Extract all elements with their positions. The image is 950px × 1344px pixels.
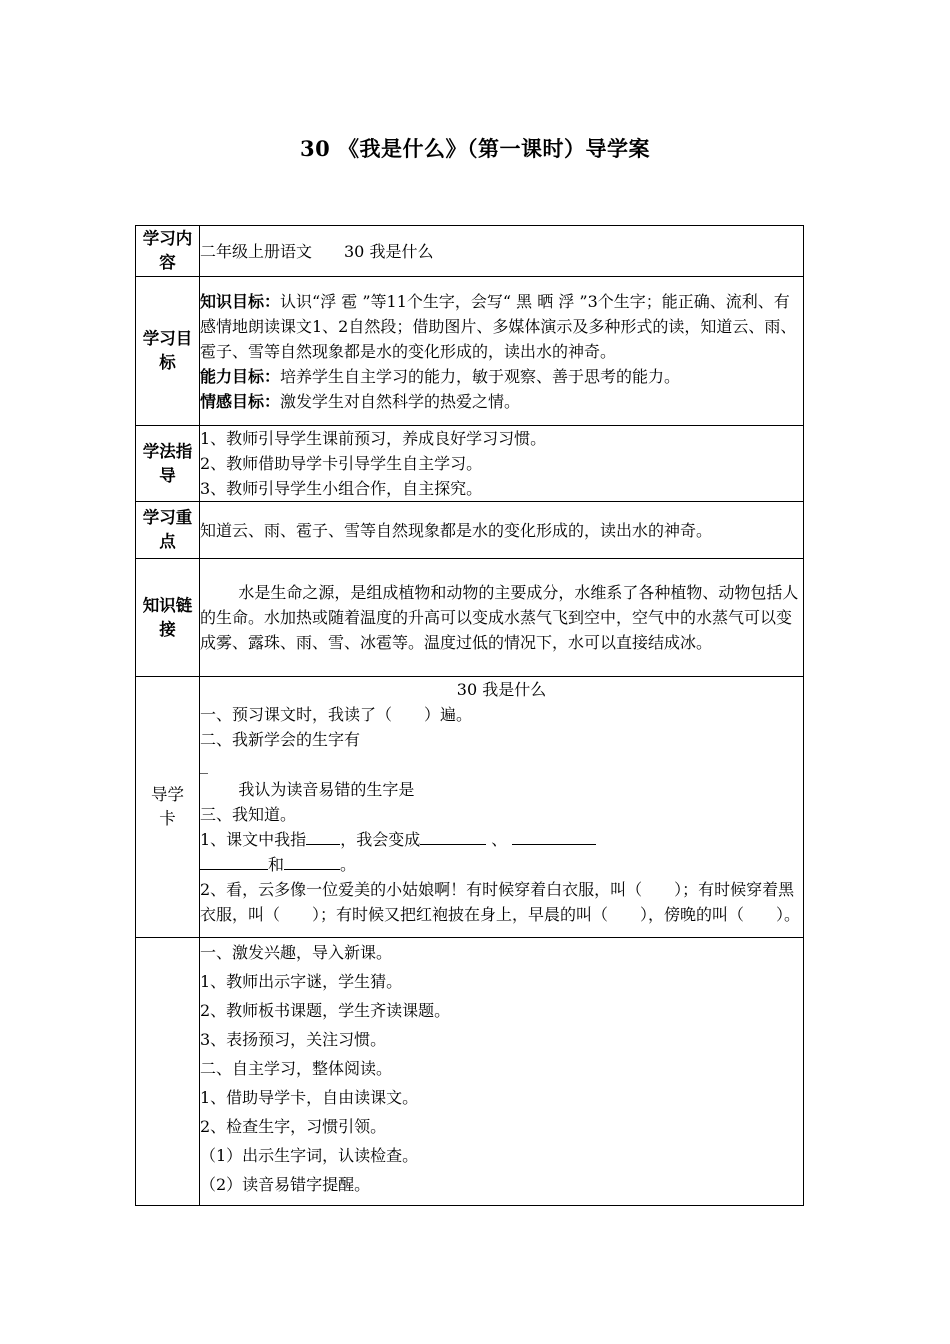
guide-card-line: 三、我知道。 (200, 805, 297, 824)
fill-text: 1、课文中我指 (200, 830, 307, 849)
fill-blank[interactable] (200, 853, 268, 870)
row-study-goals (136, 277, 804, 426)
knowledge-goal-label: 知识目标： (200, 291, 281, 311)
label-study-method: 学法指导 (136, 426, 200, 502)
guide-card-label: 导学卡 (151, 785, 184, 828)
study-goals-cell (200, 277, 804, 426)
process-item: 二、自主学习，整体阅读。 (200, 1059, 393, 1078)
label-study-content: 学习内容 (136, 226, 200, 277)
label-guide-card (136, 677, 200, 938)
guide-card-line: _ (200, 755, 208, 774)
ability-goal-text: 培养学生自主学习的能力，敏于观察、善于思考的能力。 (280, 366, 681, 386)
row-knowledge-link (136, 559, 804, 677)
fill-blank[interactable] (306, 828, 340, 845)
process-item: （2）读音易错字提醒。 (200, 1175, 371, 1194)
fill-text: 和 (268, 855, 285, 874)
method-item: 1、教师引导学生课前预习，养成良好学习习惯。 (200, 429, 547, 448)
knowledge-link-cell (200, 559, 804, 677)
process-item: 一、激发兴趣，导入新课。 (200, 943, 393, 962)
fill-text: 、 (491, 830, 508, 849)
guide-card-fill-line (200, 852, 803, 877)
study-content-text: 二年级上册语文 30 我是什么 (200, 226, 804, 277)
process-item: （1）出示生字词，认读检查。 (200, 1146, 419, 1165)
row-teaching-process (136, 938, 804, 1206)
fill-text: ，我会变成 (340, 830, 421, 849)
row-study-focus (136, 502, 804, 559)
method-item: 2、教师借助导学卡引导学生自主学习。 (200, 454, 483, 473)
row-study-content (136, 226, 804, 277)
teaching-process-cell (200, 938, 804, 1206)
guide-card-line: 2、看，云多像一位爱美的小姑娘啊！有时候穿着白衣服，叫（ ）；有时候穿着黑衣服，叫（ ）；有时候又把红袍披在身上，早晨的叫（ ），傍晚的叫（ ）。 (200, 880, 801, 924)
process-item: 2、检查生字，习惯引领。 (200, 1117, 387, 1136)
page-title: 30 《我是什么》（第一课时）导学案 (299, 136, 651, 161)
guide-card-cell (200, 677, 804, 938)
study-focus-text: 知道云、雨、雹子、雪等自然现象都是水的变化形成的，读出水的神奇。 (200, 502, 804, 559)
process-item: 1、借助导学卡，自由读课文。 (200, 1088, 419, 1107)
knowledge-link-text: 水是生命之源，是组成植物和动物的主要成分，水维系了各种植物、动物包括人的生命。水加热或随着温度的升高可以变成水蒸气飞到空中，空气中的水蒸气可以变成雾、露珠、雨、雪、冰雹等。温度过低的情况下，水可以直接结成冰。 (200, 583, 799, 652)
study-method-cell (200, 426, 804, 502)
label-knowledge-link: 知识链接 (136, 559, 200, 677)
process-item: 1、教师出示字谜，学生猜。 (200, 972, 403, 991)
fill-blank[interactable] (284, 853, 340, 870)
knowledge-goal-text: 认识“浮 雹 ”等11个生字，会写“ 黑 晒 浮 ”3个生字；能正确、流利、有感情地朗读课文1、2自然段；借助图片、多媒体演示及多种形式的读，知道云、雨、雹子、雪等自然现象都是水的变化形成的，读出水的神奇。 (200, 291, 797, 361)
fill-blank[interactable] (512, 828, 596, 845)
method-item: 3、教师引导学生小组合作，自主探究。 (200, 479, 483, 498)
emotion-goal-label: 情感目标： (200, 391, 281, 411)
guide-card-line: 我认为读音易错的生字是 (238, 780, 415, 799)
guide-card-line: 一、预习课文时，我读了（ ）遍。 (200, 705, 473, 724)
guide-card-heading: 30 我是什么 (456, 680, 547, 699)
ability-goal-label: 能力目标： (200, 366, 281, 386)
process-item: 2、教师板书课题，学生齐读课题。 (200, 1001, 451, 1020)
row-study-method (136, 426, 804, 502)
fill-blank[interactable] (420, 828, 486, 845)
row-guide-card (136, 677, 804, 938)
process-item: 3、表扬预习，关注习惯。 (200, 1030, 387, 1049)
guide-card-line: 二、我新学会的生字有 (200, 730, 361, 749)
label-study-focus: 学习重点 (136, 502, 200, 559)
lesson-plan-table (135, 225, 804, 1206)
emotion-goal-text: 激发学生对自然科学的热爱之情。 (280, 391, 521, 411)
guide-card-fill-line (200, 827, 803, 852)
label-teaching-process (136, 938, 200, 1206)
fill-text: 。 (340, 855, 357, 874)
label-study-goals: 学习目标 (136, 277, 200, 426)
